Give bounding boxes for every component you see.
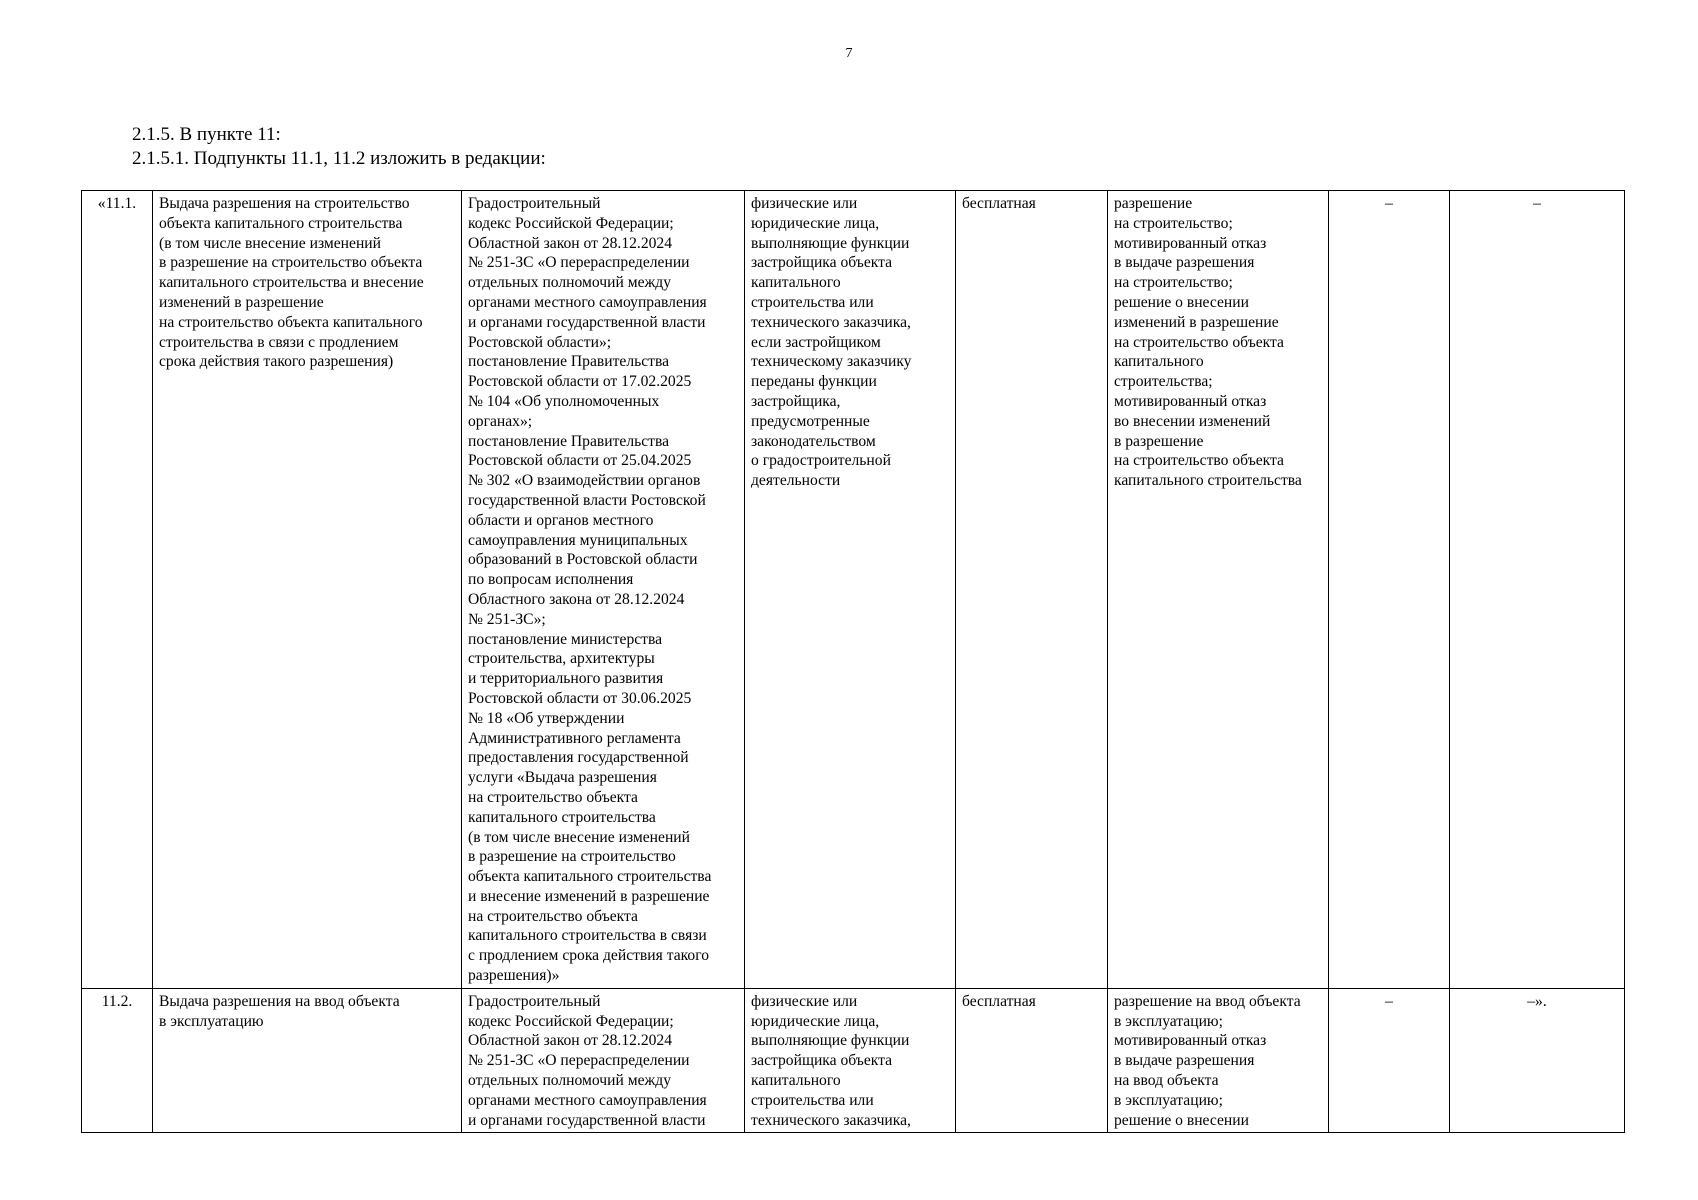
column-7-cell: –	[1329, 191, 1450, 989]
legal-basis-cell: Градостроительный кодекс Российской Федерации; Областной закон от 28.12.2024 № 251-ЗС «О перераспределении отдельных полномочий между органами местного самоуправления и органами государственной власти	[462, 988, 745, 1133]
legal-basis-cell: Градостроительный кодекс Российской Федерации; Областной закон от 28.12.2024 № 251-ЗС «О перераспределении отдельных полномочий между органами местного самоуправления и органами государственной власти Ростовской области»; постановление Правительства Ростовской области от 17.02.2025 № 104 «Об уполномоченных органах»; постановление Правительства Ростовской области от 25.04.2025 № 302 «О взаимодействии органов государственной власти Ростовской области и органов местного самоуправления муниципальных образований в Ростовской области по вопросам исполнения Областного закона от 28.12.2024 № 251-ЗС»; постановление министерства строительства, архитектуры и территориального развития Ростовской области от 30.06.2025 № 18 «Об утверждении Административного регламента предоставления государственной услуги «Выдача разрешения на строительство объекта капитального строительства (в том числе внесение изменений в разрешение на строительство объекта капитального строительства и внесение изменений в разрешение на строительство объекта капитального строительства в связи с продлением срока действия такого разрешения)»	[462, 191, 745, 989]
result-cell: разрешение на строительство; мотивированный отказ в выдаче разрешения на строительство; решение о внесении изменений в разрешение на строительство объекта капитального строительства; мотивированный отказ во внесении изменений в разрешение на строительство объекта капитального строительства	[1108, 191, 1329, 989]
result-cell: разрешение на ввод объекта в эксплуатацию; мотивированный отказ в выдаче разрешения на ввод объекта в эксплуатацию; решение о внесении	[1108, 988, 1329, 1133]
page-number: 7	[845, 46, 853, 61]
row-number-cell: «11.1.	[82, 191, 153, 989]
column-7-cell: –	[1329, 988, 1450, 1133]
service-name-cell: Выдача разрешения на ввод объекта в эксплуатацию	[153, 988, 462, 1133]
table-row	[82, 988, 1625, 1133]
table-row	[82, 191, 1625, 989]
applicants-cell: физические или юридические лица, выполняющие функции застройщика объекта капитального строительства или технического заказчика,	[745, 988, 956, 1133]
column-8-cell: –	[1450, 191, 1625, 989]
row-number-cell: 11.2.	[82, 988, 153, 1133]
service-name-cell: Выдача разрешения на строительство объекта капитального строительства (в том числе внесение изменений в разрешение на строительство объекта капитального строительства и внесение изменений в разрешение на строительство объекта капитального строительства в связи с продлением срока действия такого разрешения)	[153, 191, 462, 989]
services-table	[81, 190, 1625, 1133]
section-heading: 2.1.5. В пункте 11:	[132, 124, 281, 145]
applicants-cell: физические или юридические лица, выполняющие функции застройщика объекта капитального строительства или технического заказчика, если застройщиком техническому заказчику переданы функции застройщика, предусмотренные законодательством о градостроительной деятельности	[745, 191, 956, 989]
payment-cell: бесплатная	[956, 988, 1108, 1133]
payment-cell: бесплатная	[956, 191, 1108, 989]
column-8-cell: –».	[1450, 988, 1625, 1133]
subsection-heading: 2.1.5.1. Подпункты 11.1, 11.2 изложить в редакции:	[132, 148, 546, 169]
